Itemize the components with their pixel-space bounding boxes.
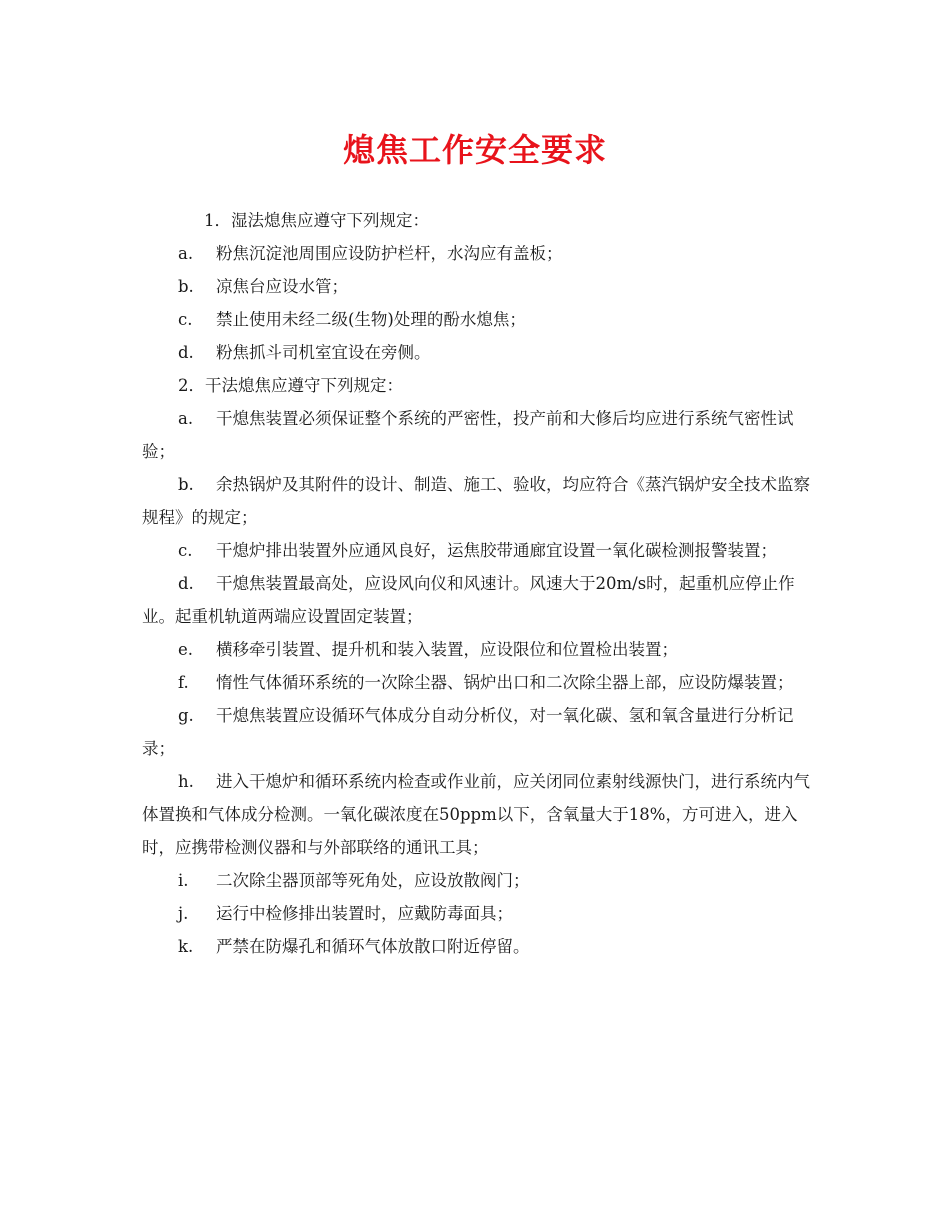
list-item [142, 270, 814, 303]
item-marker: f. [178, 673, 189, 692]
item-marker: c. [178, 310, 193, 329]
list-item [142, 402, 814, 468]
item-marker: k. [178, 937, 194, 956]
item-text: 严禁在防爆孔和循环气体放散口附近停留。 [216, 937, 530, 956]
item-text: 惰性气体循环系统的一次除尘器、锅炉出口和二次除尘器上部，应设防爆装置； [216, 673, 794, 692]
item-text: 运行中检修排出装置时，应戴防毒面具； [216, 904, 513, 923]
list-item [142, 303, 814, 336]
item-text: 横移牵引装置、提升机和装入装置，应设限位和位置检出装置； [216, 640, 678, 659]
list-item [142, 534, 814, 567]
list-item [142, 897, 814, 930]
item-text: 粉焦抓斗司机室宜设在旁侧。 [216, 343, 431, 362]
list-item [142, 336, 814, 369]
section-heading: 2．干法熄焦应遵守下列规定： [178, 376, 403, 395]
list-item [142, 633, 814, 666]
item-marker: e. [178, 640, 194, 659]
item-marker: b. [178, 475, 194, 494]
list-item [142, 237, 814, 270]
item-marker: c. [178, 541, 193, 560]
document-body [142, 204, 814, 963]
item-text: 干熄炉排出装置外应通风良好，运焦胶带通廊宜设置一氧化碳检测报警装置； [216, 541, 777, 560]
item-marker: a. [178, 244, 194, 263]
item-text: 干熄焦装置必须保证整个系统的严密性，投产前和大修后均应进行系统气密性试验； [142, 409, 794, 461]
item-marker: d. [178, 574, 194, 593]
list-item [142, 930, 814, 963]
item-text: 凉焦台应设水管； [216, 277, 348, 296]
list-item [142, 666, 814, 699]
item-marker: d. [178, 343, 194, 362]
section-heading: 1．湿法熄焦应遵守下列规定： [204, 211, 429, 230]
item-marker: b. [178, 277, 194, 296]
item-text: 禁止使用未经二级(生物)处理的酚水熄焦； [216, 310, 526, 329]
list-item [142, 567, 814, 633]
item-marker: j. [178, 904, 189, 923]
item-text: 粉焦沉淀池周围应设防护栏杆，水沟应有盖板； [216, 244, 563, 263]
item-text: 进入干熄炉和循环系统内检查或作业前，应关闭同位素射线源快门，进行系统内气体置换和气体成分检测。一氧化碳浓度在50ppm以下，含氧量大于18%，方可进入，进入时，应携带检测仪器和与外部联络的通讯工具； [142, 772, 810, 857]
item-text: 二次除尘器顶部等死角处，应设放散阀门； [216, 871, 530, 890]
item-marker: g. [178, 706, 194, 725]
item-marker: i. [178, 871, 189, 890]
document-title: 熄焦工作安全要求 [342, 131, 607, 169]
list-item [142, 699, 814, 765]
item-marker: a. [178, 409, 194, 428]
list-item [142, 765, 814, 864]
item-text: 干熄焦装置应设循环气体成分自动分析仪，对一氧化碳、氢和氧含量进行分析记录； [142, 706, 794, 758]
item-marker: h. [178, 772, 194, 791]
item-text: 余热锅炉及其附件的设计、制造、施工、验收，均应符合《蒸汽锅炉安全技术监察规程》的规定； [142, 475, 810, 527]
list-item [142, 864, 814, 897]
item-text: 干熄焦装置最高处，应设风向仪和风速计。风速大于20m/s时，起重机应停止作业。起重机轨道两端应设置固定装置； [142, 574, 795, 626]
list-item [142, 468, 814, 534]
